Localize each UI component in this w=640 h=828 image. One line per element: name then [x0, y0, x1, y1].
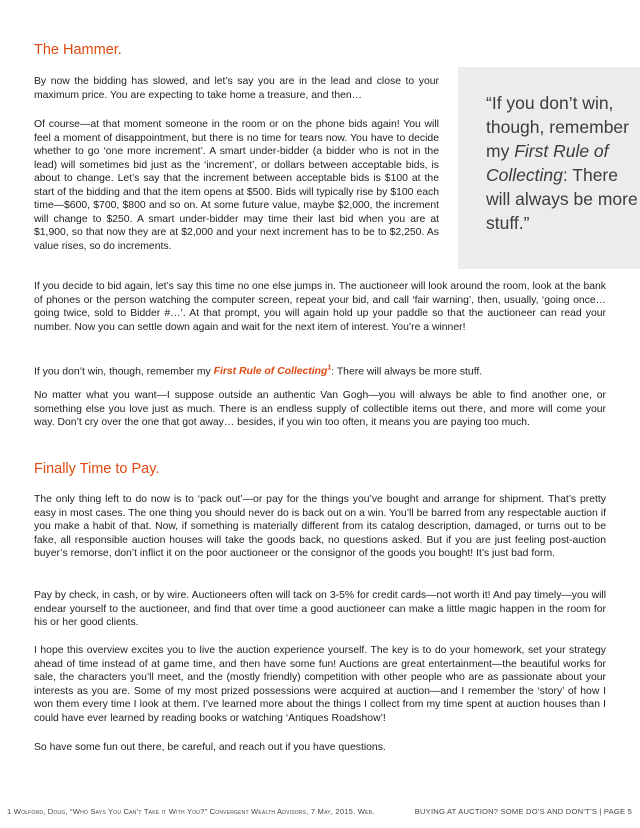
paragraph-no-matter-what: No matter what you want—I suppose outside an authentic Van Gogh—you will always be able to find another one, or something else you love just as much. There is an endless supply of collectible items out there, and more will come your way. Don’t cry over the one that got away… besides, if you win too often, it means you are paying too much. [34, 390, 606, 428]
pull-quote [458, 67, 640, 269]
pull-quote-text: “If you don’t win, though, remember my First Rule of Collecting: There will always be more stuff.” [486, 93, 638, 233]
paragraph-closing: So have some fun out there, be careful, and reach out if you have questions. [34, 742, 386, 753]
paragraph-first-rule: If you don’t win, though, remember my First Rule of Collecting$^1$: There will always be more stuff. [34, 365, 483, 378]
footnote-marker: 1 [327, 365, 332, 372]
first-rule-citation-link[interactable]: First Rule of Collecting$^1$ [213, 365, 332, 378]
paragraph-pay-by-check: Pay by check, in cash, or by wire. Auctioneers often will tack on 3-5% for credit cards—not worth it! And pay timely—you will endear yourself to the auctioneer, and find that over time a good auctioneer can make a little magic happen in the room for his or her good clients. [34, 590, 606, 628]
paragraph-overview: I hope this overview excites you to live the auction experience yourself. The key is to do your homework, set your strategy ahead of time instead of at game time, and then have some fun! Auctions are great entertainment—the beautiful works for sale, the characters you’ll meet, and the (mostly friendly) competition with other people who are as passionate about your interests as you are. Some of my most prized possessions were acquired at auction—and I remember the ‘story’ of how I won them every time I look at them. I’ve learned more about the things I collect from my time spent at auction houses than I could have ever learned by reading books or watching ‘Antiques Roadshow’! [34, 645, 606, 724]
paragraph-someone-bids-again: Of course—at that moment someone in the room or on the phone bids again! You will feel a moment of disappointment, but there is no time for tears now. You have to decide whether to go ‘one more increment’. A smart under-bidder (a bidder who is not in the lead) will sometimes bid just as the ‘increment’, or dollars between acceptable bids, is about to change. Let’s say that the increment between acceptable bids is $100 at the start of the bidding and that the item opens at $500. Bids will typically rise by $100 each time—$600, $700, $800 and so on. At some future value, maybe $2,000, the increment will change to $250. A smart under-bidder may time their last bid when you are at $1,900, so that now they are at $2,000 and your next increment has to be to $2,250. As value rises, so do increments. [34, 119, 439, 252]
section-heading-finally-time-to-pay: Finally Time to Pay. [34, 461, 160, 477]
running-footer: BUYING AT AUCTION? SOME DO’S AND DON’T’S | PAGE 5 [414, 807, 632, 816]
paragraph-bid-again: If you decide to bid again, let’s say this time no one else jumps in. The auctioneer will look around the room, look at the bank of phones or the person watching the computer screen, repeat your bid, and call ‘fair warning’, then, usually, ‘going once… going twice, sold to Bidder #…’. At that prompt, you will again hold up your paddle so that the auctioneer can read your number. Now you can settle down again and wait for the next item of interest. You’re a winner! [34, 281, 606, 333]
pull-quote-emphasis: First Rule of Collecting [486, 141, 609, 185]
footnote-citation: 1 Wolford, Doug, “Who Says You Can’t Take it With You?” Convergent Wealth Advisors, 7 May, 2015. Web. [7, 807, 375, 816]
paragraph-pack-out: The only thing left to do now is to ‘pack out’—or pay for the things you’ve bought and arrange for shipment. That’s pretty easy in most cases. The one thing you should never do is back out on a win. You’ll be barred from any respectable auction if you make a habit of that. Now, if something is materially different from its catalog description, damaged, or turns out to be fake, all responsible auction houses will take the goods back, no questions asked. But if you are just feeling post-auction buyer’s remorse, don’t inflict it on the poor auctioneer or the consignor of the goods you bought! It’s just bad form. [34, 494, 606, 559]
section-heading-the-hammer: The Hammer. [34, 42, 122, 58]
paragraph-bidding-slowed: By now the bidding has slowed, and let’s say you are in the lead and close to your maximum price. You are expecting to take home a treasure, and then… [34, 76, 439, 101]
